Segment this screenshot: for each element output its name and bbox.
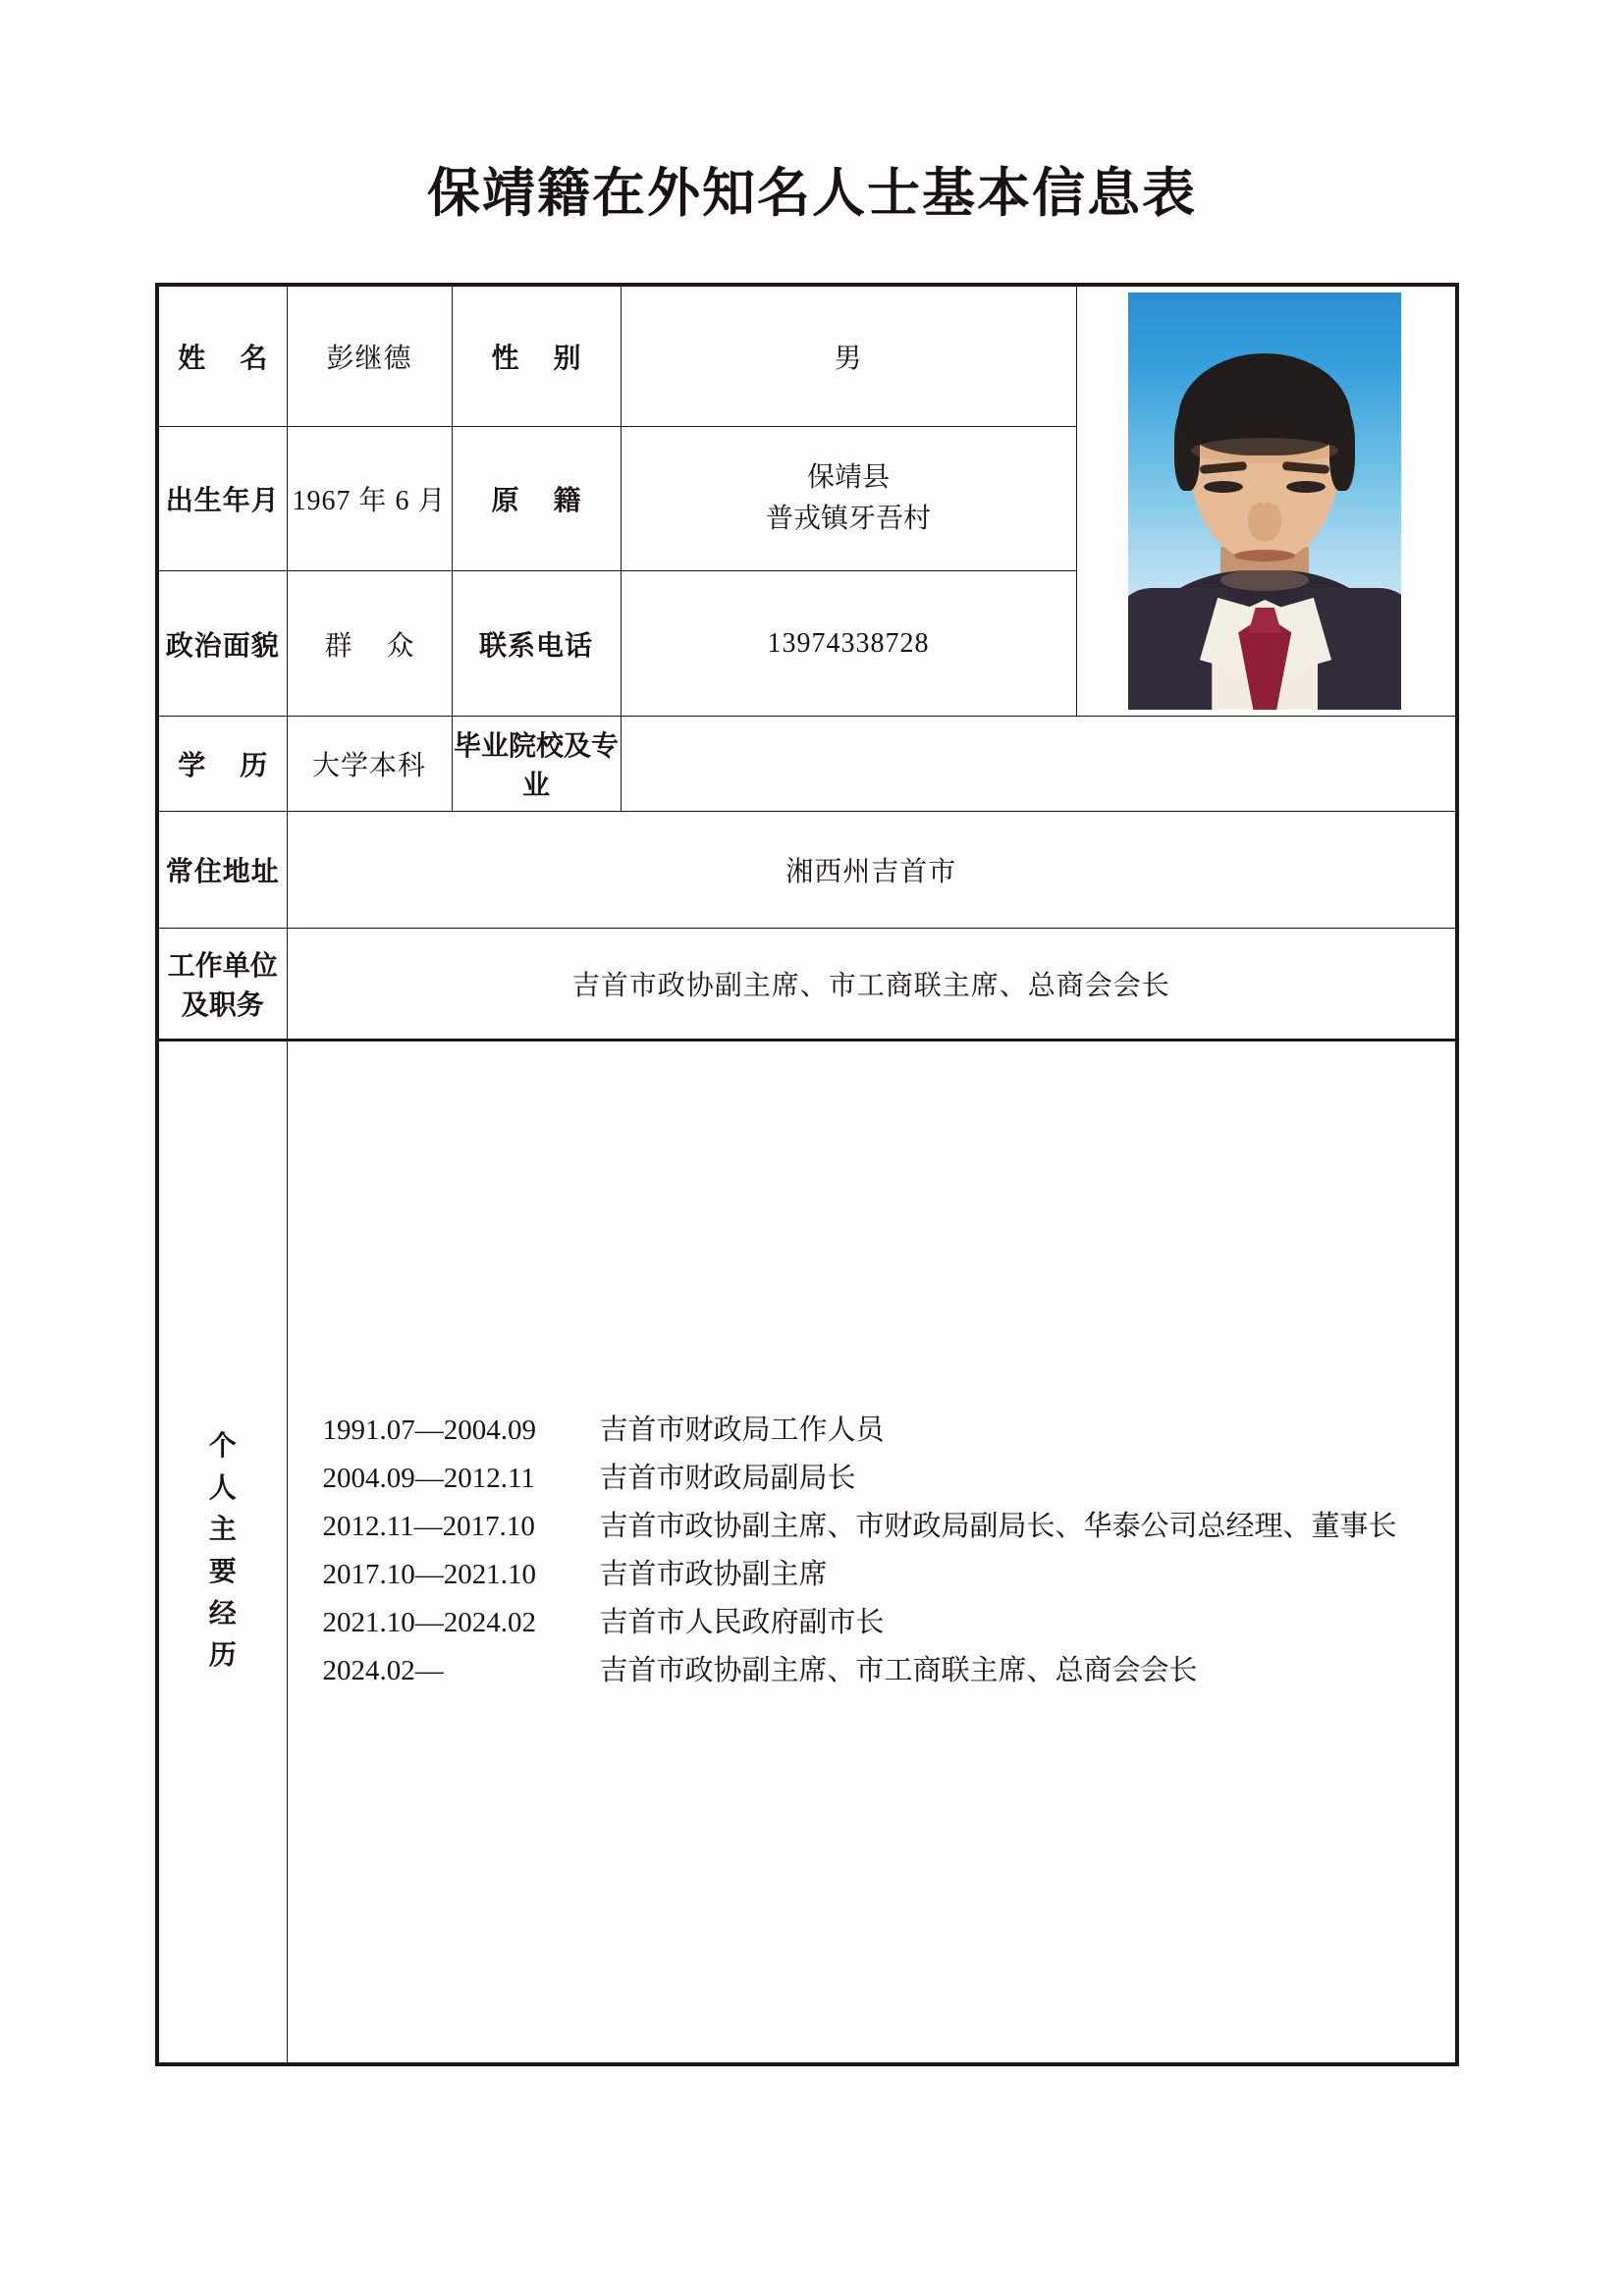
field-label-school-major: 毕业院校及专业 — [452, 717, 621, 812]
field-label-phone: 联系电话 — [452, 571, 621, 717]
field-value-education: 大学本科 — [287, 717, 452, 812]
table-row-work — [157, 929, 1457, 1041]
photo-eye-left — [1204, 481, 1243, 493]
career-entry-date: 2021.10—2024.02 — [322, 1606, 536, 1638]
table-row-experience — [157, 1041, 1457, 2065]
experience-label-char: 人 — [208, 1472, 237, 1504]
career-entry-date: 1991.07—2004.09 — [322, 1415, 536, 1447]
avatar — [1128, 293, 1401, 710]
career-entry — [323, 1408, 1427, 1454]
field-label-political-status: 政治面貌 — [157, 571, 287, 717]
field-value-origin — [621, 426, 1076, 571]
field-label-origin: 原 籍 — [452, 426, 621, 571]
career-entry — [323, 1504, 1427, 1550]
career-entry-date: 2004.09—2012.11 — [322, 1463, 535, 1495]
career-entry — [323, 1456, 1427, 1502]
field-value-experience — [287, 1041, 1457, 2065]
field-value-name: 彭继德 — [287, 285, 452, 426]
field-label-gender: 性 别 — [452, 285, 621, 426]
table-row-education — [157, 717, 1457, 812]
career-entry-description: 吉首市财政局副局长 — [599, 1463, 856, 1495]
career-entry — [323, 1600, 1427, 1646]
photo-mouth — [1234, 550, 1295, 561]
field-label-address: 常住地址 — [157, 812, 287, 929]
experience-label-char: 历 — [208, 1640, 237, 1672]
photo-chin — [1220, 569, 1309, 591]
page-title: 保靖籍在外知名人士基本信息表 — [427, 164, 1197, 223]
photo-cell — [1076, 285, 1457, 717]
field-value-address: 湘西州吉首市 — [287, 812, 1457, 929]
field-label-birthdate: 出生年月 — [157, 426, 287, 571]
career-entry-description: 吉首市财政局工作人员 — [599, 1415, 885, 1447]
field-value-school-major — [621, 717, 1457, 812]
field-value-political-status: 群 众 — [287, 571, 452, 717]
career-entry — [323, 1648, 1427, 1694]
career-entry-date: 2024.02— — [322, 1654, 444, 1686]
personal-info-table — [155, 283, 1459, 2066]
field-value-phone: 13974338728 — [621, 571, 1076, 717]
field-label-workplace: 工作单位及职务 — [157, 929, 287, 1041]
photo-nose — [1248, 503, 1281, 542]
field-label-experience — [157, 1041, 287, 2065]
experience-label-char: 个 — [208, 1431, 237, 1463]
field-label-education: 学 历 — [157, 717, 287, 812]
photo-forehead-shadow — [1191, 438, 1338, 463]
career-list — [323, 1408, 1427, 1694]
field-value-workplace: 吉首市政协副主席、市工商联主席、总商会会长 — [287, 929, 1457, 1041]
career-entry-date: 2012.11—2017.10 — [322, 1511, 535, 1543]
experience-label-char: 要 — [208, 1557, 237, 1587]
experience-label-char: 主 — [208, 1515, 237, 1546]
field-value-gender: 男 — [621, 285, 1076, 426]
field-label-name: 姓 名 — [157, 285, 287, 426]
career-entry-description: 吉首市人民政府副市长 — [599, 1606, 885, 1638]
origin-line-2: 普戎镇牙吾村 — [766, 503, 932, 534]
career-entry-description: 吉首市政协副主席、市财政局副局长、华泰公司总经理、董事长 — [599, 1511, 1397, 1543]
career-entry-description: 吉首市政协副主席、市工商联主席、总商会会长 — [599, 1654, 1198, 1686]
origin-line-1: 保靖县 — [807, 461, 891, 493]
photo-eye-right — [1286, 481, 1326, 493]
table-row-address — [157, 812, 1457, 929]
field-value-birthdate: 1967 年 6 月 — [287, 426, 452, 571]
experience-label-char: 经 — [208, 1598, 237, 1629]
career-entry — [323, 1552, 1427, 1598]
table-row-name — [157, 285, 1457, 426]
career-entry-date: 2017.10—2021.10 — [322, 1559, 536, 1590]
career-entry-description: 吉首市政协副主席 — [599, 1559, 828, 1590]
